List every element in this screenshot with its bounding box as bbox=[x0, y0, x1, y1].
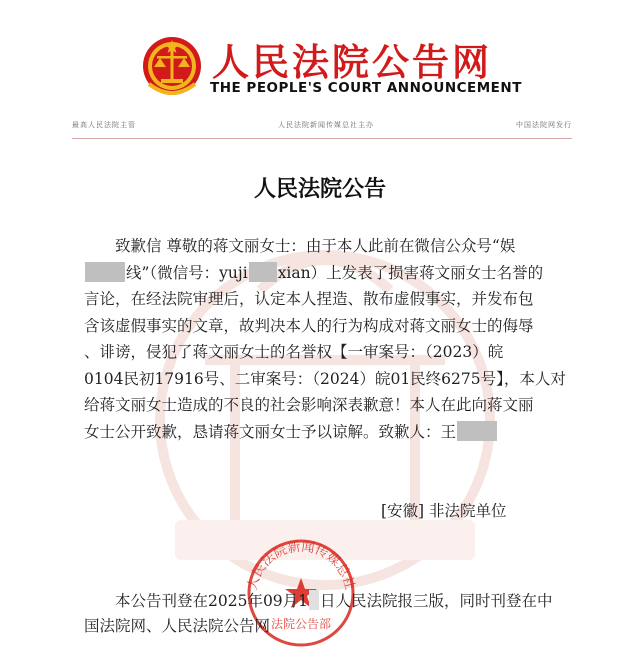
sponsor-line bbox=[72, 120, 572, 136]
notice-line: 给蒋文丽女士造成的不良的社会影响深表歉意！本人在此向蒋文丽 bbox=[84, 396, 534, 414]
header-divider bbox=[72, 138, 572, 139]
footer-line: 本公告刊登在2025年09月1 日人民法院报三版，同时刊登在中 bbox=[115, 592, 553, 610]
notice-line: 0104民初17916号、二审案号：（2024）皖01民终6275号】，本人对 bbox=[84, 369, 566, 388]
redaction-box bbox=[85, 262, 125, 282]
redaction-box bbox=[457, 421, 497, 441]
notice-title: 人民法院公告 bbox=[253, 177, 386, 202]
site-brand-title: 人民法院公告网 bbox=[212, 41, 492, 84]
notice-line: 含该虚假事实的文章，故判决本人的行为构成对蒋文丽女士的侮辱 bbox=[84, 316, 534, 335]
sponsor-organizer: 人民法院新闻传媒总社主办 bbox=[278, 121, 374, 129]
site-brand-subtitle: THE PEOPLE'S COURT ANNOUNCEMENT bbox=[210, 80, 522, 96]
notice-line: 言论，在经法院审理后，认定本人捏造、散布虚假事实，并发布包 bbox=[84, 290, 534, 308]
svg-text:法院公告部: 法院公告部 bbox=[270, 617, 332, 631]
sponsor-supervisor: 最高人民法院主管 bbox=[72, 121, 136, 129]
publisher-org: [安徽] 非法院单位 bbox=[381, 502, 507, 520]
redaction-box bbox=[249, 262, 277, 282]
svg-text:人民法院新闻传媒总社: 人民法院新闻传媒总社 bbox=[245, 539, 357, 592]
court-emblem-icon bbox=[141, 34, 203, 102]
footer-line: 国法院网、人民法院公告网 bbox=[84, 617, 271, 635]
redaction-box bbox=[309, 590, 319, 610]
notice-body bbox=[84, 233, 568, 445]
notice-line: 女士公开致歉，恳请蒋文丽女士予以谅解。致歉人：王 bbox=[84, 419, 568, 446]
notice-line: 、诽谤，侵犯了蒋文丽女士的名誉权【一审案号：（2023）皖 bbox=[84, 343, 504, 361]
notice-line: 致歉信 尊敬的蒋文丽女士：由于本人此前在微信公众号“娱 bbox=[115, 237, 516, 255]
sponsor-publisher: 中国法院网发行 bbox=[516, 121, 572, 129]
notice-line: 线”（微信号：yuji xian）上发表了损害蒋文丽女士名誉的 bbox=[84, 260, 568, 287]
publication-footer bbox=[84, 589, 604, 639]
